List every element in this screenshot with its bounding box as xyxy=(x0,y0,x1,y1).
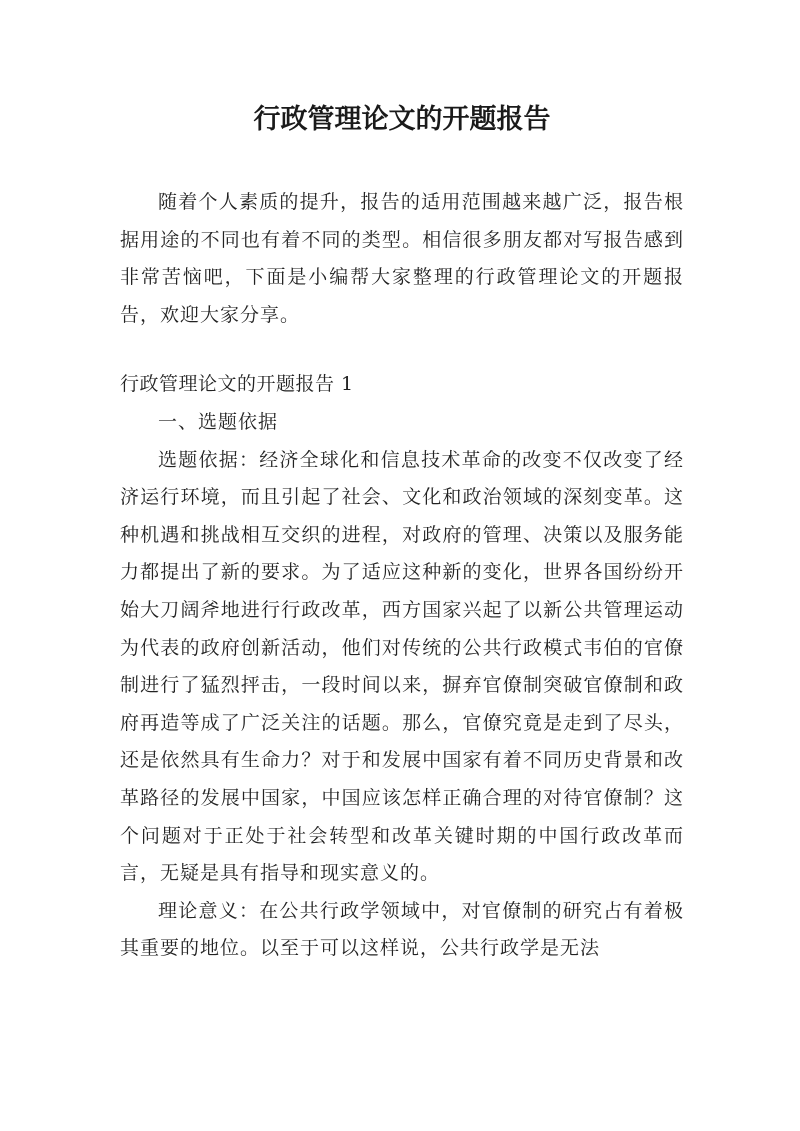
body-paragraph-basis: 选题依据：经济全球化和信息技术革命的改变不仅改变了经济运行环境，而且引起了社会、文化和政治领域的深刻变革。这种机遇和挑战相互交织的进程，对政府的管理、决策以及服务能力都提出了新的要求。为了适应这种新的变化，世界各国纷纷开始大刀阔斧地进行行政改革，西方国家兴起了以新公共管理运动为代表的政府创新活动，他们对传统的公共行政模式韦伯的官僚制进行了猛烈抨击，一段时间以来，摒弃官僚制突破官僚制和政府再造等成了广泛关注的话题。那么，官僚究竟是走到了尽头，还是依然具有生命力？对于和发展中国家有着不同历史背景和改革路径的发展中国家，中国应该怎样正确合理的对待官僚制？这个问题对于正处于社会转型和改革关键时期的中国行政改革而言，无疑是具有指导和现实意义的。 xyxy=(120,448,684,885)
section-title: 行政管理论文的开题报告 1 xyxy=(120,373,354,396)
section-subheading: 一、选题依据 xyxy=(158,410,279,433)
body-paragraph-theory: 理论意义：在公共行政学领域中，对官僚制的研究占有着极其重要的地位。以至于可以这样说，公共行政学是无法 xyxy=(120,899,684,960)
document-title: 行政管理论文的开题报告 xyxy=(253,104,551,135)
intro-paragraph: 随着个人素质的提升，报告的适用范围越来越广泛，报告根据用途的不同也有着不同的类型。相信很多朋友都对写报告感到非常苦恼吧，下面是小编帮大家整理的行政管理论文的开题报告，欢迎大家分享。 xyxy=(120,191,684,326)
